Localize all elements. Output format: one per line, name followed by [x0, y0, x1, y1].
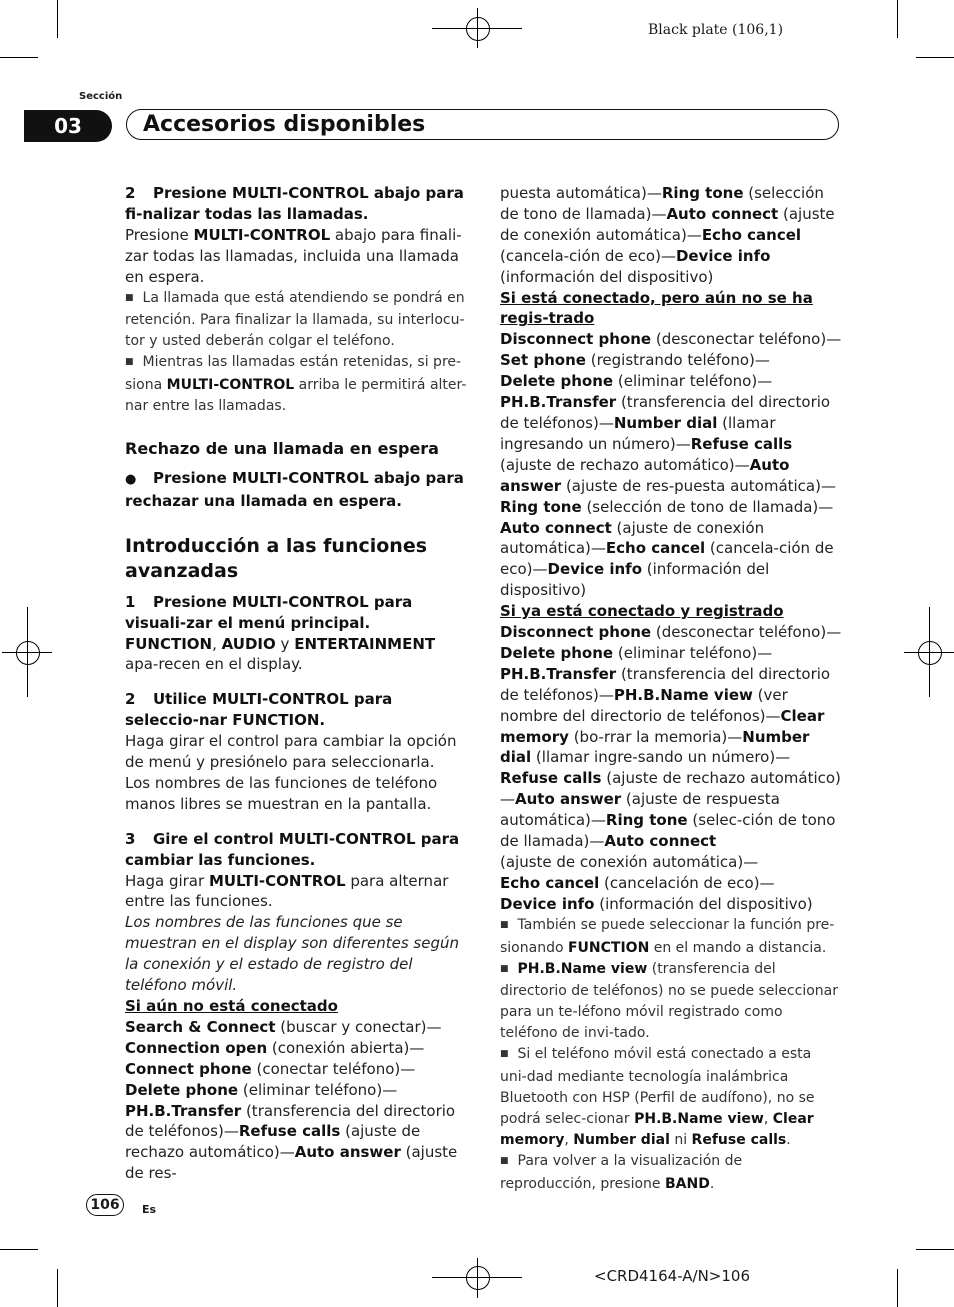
- step-2-end-calls: 2 Presione MULTI-CONTROL abajo para fi-nalizar todas las llamadas.: [125, 184, 464, 223]
- step-2-function: 2 Utilice MULTI-CONTROL para seleccio-nar FUNCTION.: [125, 690, 393, 730]
- connected-registered-heading: Si ya está conectado y registrado: [500, 602, 784, 621]
- reject-heading: Rechazo de una llamada en espera: [125, 438, 439, 458]
- not-connected-heading: Si aún no está conectado: [125, 997, 338, 1015]
- right-column: [500, 183, 842, 1195]
- connected-registered-list: Disconnect phone (desconectar teléfono)— Delete phone (eliminar teléfono)— PH.B.Transfer (transferencia del directorio de teléfonos)—PH.B.Name view (ver nombre del directorio de teléfonos)—Clear memory (bo-rrar la memoria)—Number dial (llamar ingre-sando un número)—Refuse calls (ajuste de rechazo automático)—Auto answer (ajuste de respuesta automática)—Ring tone (selec-ción de tono de llamada)—Auto connect (ajuste de conexión automática)— Echo cancel (cancelación de eco)— Device info (información del dispositivo): [500, 623, 842, 913]
- note-square-icon: ■: [125, 292, 134, 303]
- crop-mark: [916, 1249, 954, 1250]
- note-item: ■ Si el teléfono móvil está conectado a esta uni-dad mediante tecnología inalámbrica Bluetooth con HSP (Perfil de audífono), no se podrá selec-cionar PH.B.Name view, Clear memory, Number dial ni Refuse calls.: [500, 1046, 815, 1148]
- crop-mark: [0, 1249, 38, 1250]
- crop-mark: [0, 57, 38, 58]
- note-item: ■ La llamada que está atendiendo se pondrá en retención. Para finalizar la llamada, su interlocu-tor y usted deberán colgar el teléfono.: [125, 289, 465, 350]
- crop-mark: [897, 0, 898, 38]
- crop-mark: [897, 1269, 898, 1307]
- reject-step: ● Presione MULTI-CONTROL abajo para rechazar una llamada en espera.: [125, 468, 464, 510]
- step-2-body-1: Haga girar el control para cambiar la opción de menú y presiónelo para seleccionarla.: [125, 732, 457, 772]
- note-item: ■ También se puede seleccionar la función pre-sionando FUNCTION en el mando a distancia.: [500, 916, 835, 956]
- step-3-italic-note: Los nombres de las funciones que se muestran en el display son diferentes según la conexión y el estado de registro del teléfono móvil.: [125, 913, 460, 995]
- section-label: Sección: [79, 91, 123, 102]
- note-item: ■ Para volver a la visualización de reproducción, presione BAND.: [500, 1152, 743, 1192]
- note-item: ■ PH.B.Name view (transferencia del directorio de teléfonos) no se puede seleccionar para un te-léfono móvil registrado como teléfono de invi-tado.: [500, 960, 838, 1042]
- page-number: 106: [86, 1194, 124, 1216]
- note-square-icon: ■: [500, 963, 509, 974]
- step-2-body-2: Los nombres de las funciones de teléfono manos libres se muestran en la pantalla.: [125, 773, 438, 813]
- step-2-body: Presione MULTI-CONTROL abajo para finali-zar todas las llamadas, incluida una llamada en espera.: [125, 225, 462, 286]
- intro-heading: Introducción a las funciones avanzadas: [125, 534, 428, 582]
- crop-mark: [916, 57, 954, 58]
- note-square-icon: ■: [125, 357, 134, 368]
- left-column: [125, 183, 467, 1184]
- note-square-icon: ■: [500, 1155, 509, 1166]
- footer-code: <CRD4164-A/N>106: [594, 1267, 751, 1285]
- connected-not-registered-list: Disconnect phone (desconectar teléfono)— Set phone (registrando teléfono)— Delete phone (eliminar teléfono)— PH.B.Transfer (transferencia del directorio de teléfonos)—Number dial (llamar ingresando un número)—Refuse calls (ajuste de rechazo automático)—Auto answer (ajuste de res-puesta automática)—Ring tone (selección de tono de llamada)—Auto connect (ajuste de conexión automática)—Echo cancel (cancela-ción de eco)—Device info (información del dispositivo): [500, 330, 842, 600]
- not-connected-list: Search & Connect (buscar y conectar)— Connection open (conexión abierta)— Connect phone (conectar teléfono)— Delete phone (eliminar teléfono)— PH.B.Transfer (transferencia del directorio de teléfonos)—Refuse calls (ajuste de rechazo automático)—Auto answer (ajuste de res-: [125, 1017, 458, 1183]
- crop-mark: [57, 1269, 58, 1307]
- section-number-badge: 03: [24, 110, 112, 142]
- note-square-icon: ■: [500, 919, 509, 930]
- language-code: Es: [142, 1203, 157, 1216]
- step-1-body: FUNCTION, AUDIO y ENTERTAINMENT apa-recen en el display.: [125, 634, 436, 674]
- section-title: Accesorios disponibles: [143, 112, 426, 137]
- note-square-icon: ■: [500, 1049, 509, 1060]
- note-item: ■ Mientras las llamadas están retenidas, si pre-siona MULTI-CONTROL arriba le permitirá alter-nar entre las llamadas.: [125, 354, 467, 415]
- step-1-menu: 1 Presione MULTI-CONTROL para visuali-zar el menú principal.: [125, 592, 413, 632]
- plate-label: Black plate (106,1): [648, 22, 784, 38]
- crop-mark: [57, 0, 58, 38]
- step-3-body: Haga girar MULTI-CONTROL para alternar entre las funciones.: [125, 871, 449, 911]
- not-connected-list-continued: puesta automática)—Ring tone (selección de tono de llamada)—Auto connect (ajuste de conexión automática)—Echo cancel (cancela-ción de eco)—Device info (información del dispositivo): [500, 184, 835, 286]
- step-3-functions: 3 Gire el control MULTI-CONTROL para cambiar las funciones.: [125, 829, 460, 869]
- connected-not-registered-heading: Si está conectado, pero aún no se ha regis-trado: [500, 288, 813, 328]
- bullet-dot-icon: ●: [125, 471, 137, 487]
